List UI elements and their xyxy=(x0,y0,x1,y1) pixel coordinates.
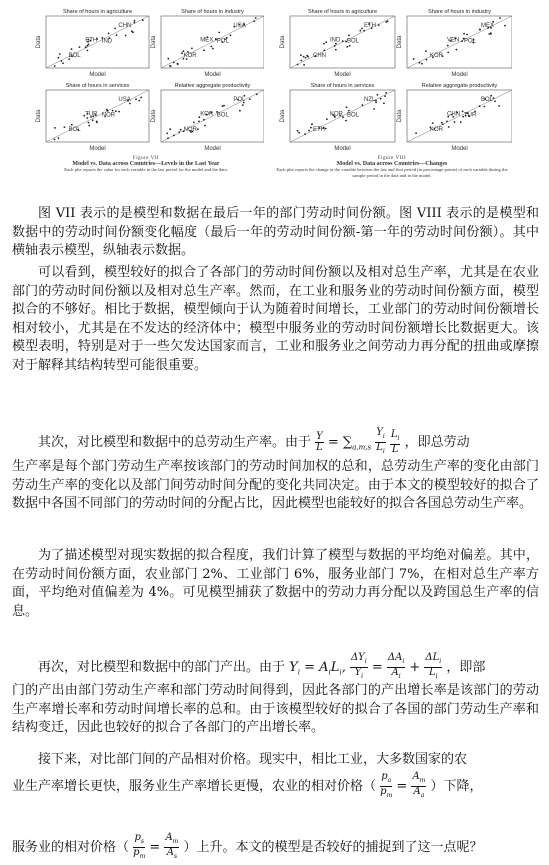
figure-8-data-point xyxy=(460,121,462,123)
figure-8-data-point xyxy=(483,106,485,108)
figure-8-data-point xyxy=(498,105,500,107)
relative-price-agriculture-line xyxy=(12,772,483,801)
figure-7-data-point xyxy=(88,122,90,124)
figure-8-point-label: KOR xyxy=(330,111,344,118)
aggregate-productivity-continuation: ，即总劳动 xyxy=(404,435,470,450)
figure-7-point-label: BOL xyxy=(68,126,81,133)
figure-7-point-label: KOR xyxy=(183,52,197,59)
figure-7-data-point xyxy=(79,46,81,48)
figure-7-data-point xyxy=(58,57,60,59)
figure-7-y-axis-label: Data xyxy=(151,109,157,123)
figure-8-data-point xyxy=(335,49,337,51)
figure-8-y-axis-label: Data xyxy=(397,35,403,49)
relative-price-services-line xyxy=(12,833,483,862)
figure-7-data-point xyxy=(142,19,144,21)
figure-7-point-label: IND xyxy=(101,38,113,45)
figure-8-data-point xyxy=(359,30,361,32)
figure-7-point-label: NOR xyxy=(101,112,116,119)
figure-7-data-point xyxy=(169,128,171,130)
figure-7-x-axis-label: Model xyxy=(204,146,221,152)
figure-7-point-label: USA xyxy=(233,23,246,30)
figure-7-x-axis-label: Model xyxy=(204,72,221,78)
figure-8-point-label: KOR xyxy=(430,126,444,133)
figure-8-panel-3 xyxy=(280,83,395,152)
figure-8-point-label: VEN xyxy=(447,37,460,44)
figure-8-data-point xyxy=(323,43,325,45)
figure-7-data-point xyxy=(169,65,171,67)
figure-8-data-point xyxy=(419,62,421,64)
figure-7-data-point xyxy=(191,48,193,50)
figure-7-data-point xyxy=(114,28,116,30)
figure-8-point-label: NZL xyxy=(364,97,376,104)
figure-8-x-axis-label: Model xyxy=(334,146,351,152)
figure-7-data-point xyxy=(222,105,224,107)
figure-8-data-point xyxy=(432,122,434,124)
aggregate-productivity-formula: $\frac{Y}{L}$ = $\sum_{a,m,s}$ $\frac{Y_i}{L_i}$ $\frac{L_i}{L}$ xyxy=(316,427,400,455)
figure-8-data-point xyxy=(345,120,347,122)
figure-8-data-point xyxy=(297,130,299,132)
figure-7-data-point xyxy=(92,119,94,121)
figure-7-caption-subtitle: Model vs. Data across Countries—Levels in the Last Year xyxy=(72,161,220,167)
figure-7-data-point xyxy=(140,97,142,99)
figure-7-data-point xyxy=(62,62,64,64)
figure-7-data-point xyxy=(198,121,200,123)
figure-8-data-point xyxy=(415,132,417,134)
figure-7-data-point xyxy=(88,125,90,127)
figure-8-data-point xyxy=(348,35,350,37)
relative-price-agriculture-text: 业生产率增长更快，服务业生产率增长更慢，农业的相对价格（ xyxy=(12,779,377,794)
figure-7-data-point xyxy=(112,110,114,112)
figure-7-data-point xyxy=(204,125,206,127)
figure-7-data-point xyxy=(203,119,205,121)
figure-7-data-point xyxy=(173,135,175,137)
figure-8-data-point xyxy=(461,40,463,42)
figure-7-data-point xyxy=(54,65,56,67)
figure-8-data-point xyxy=(310,127,312,129)
figure-8-data-point xyxy=(377,94,379,96)
figure-7-point-label: CHN xyxy=(118,23,132,30)
figure-8-data-point xyxy=(488,33,490,35)
figure-8-panel-1 xyxy=(280,9,395,78)
figure-8-data-point xyxy=(362,104,364,106)
figure-7-data-point xyxy=(173,62,175,64)
figure-7-caption-title: Figure VII xyxy=(132,156,160,161)
figure-8-data-point xyxy=(363,30,365,32)
figure-7-data-point xyxy=(115,110,117,112)
figure-8-data-point xyxy=(346,106,348,108)
figure-8-data-point xyxy=(375,101,377,103)
figure-8-data-point xyxy=(387,20,389,22)
agriculture-price-formula: $\frac{p_a}{p_m}$ = $\frac{A_m}{A_a}$ xyxy=(380,771,426,799)
figure-7-y-axis-label: Data xyxy=(36,109,42,123)
figure-8-point-label: CHN xyxy=(447,111,460,118)
figure-7-plots xyxy=(28,6,264,156)
figure-8 xyxy=(272,6,512,178)
figure-8-data-point xyxy=(300,54,302,56)
figure-8-panel-2 xyxy=(397,9,512,78)
figure-7-point-label: MEX xyxy=(200,37,214,44)
relative-price-services-end: ）上升。本文的模型是否较好的捕捉到了这一点呢？ xyxy=(183,840,483,855)
services-price-formula: $\frac{p_s}{p_m}$ = $\frac{A_m}{A_s}$ xyxy=(133,832,179,860)
figure-8-data-point xyxy=(349,45,351,47)
paragraph-mean-absolute-deviation: 为了描述模型对现实数据的拟合程度，我们计算了模型与数据的平均绝对偏差。其中，在劳动时间份额方面，农业部门 2%、工业部门 6%，服务业部门 7%，在相对总生产率方面，平均绝对值偏差为 4%。可见模型捕获了数据中的劳动力再分配以及跨国总生产率的信息。 xyxy=(12,548,539,619)
figure-8-data-point xyxy=(325,41,327,43)
figure-8-plots xyxy=(272,6,512,156)
paragraph-sectoral-output: 门的产出由部门劳动生产率和部门劳动时间得到，因此各部门的产出增长率是该部门的劳动生产率增长率和劳动时间增长率的总和。由于该模型较好的拟合了各国的部门劳动生产率和结构变迁，因此也较好的拟合了各部门的产出增长率。 xyxy=(12,683,539,736)
figure-7-data-point xyxy=(212,48,214,50)
figure-8-data-point xyxy=(426,59,428,61)
figure-8-caption-subtitle: Model vs. Data across Countries—Changes xyxy=(336,161,448,167)
figure-8-caption-description: Each plot reports the change in the variable between the last and first period (in percentage points) of each variable during the sample period in the data and in the model. xyxy=(276,167,508,178)
figure-8-point-label: BOL xyxy=(481,97,494,104)
figure-8-panel-4 xyxy=(397,83,512,152)
figure-7-data-point xyxy=(242,104,244,106)
figure-8-point-label: TUR xyxy=(464,112,477,119)
sectoral-output-line xyxy=(38,653,485,682)
figure-7-point-label: ETH xyxy=(85,37,98,44)
figure-8-x-axis-label: Model xyxy=(451,72,468,78)
figure-8-data-point xyxy=(346,46,348,48)
figure-8-data-point xyxy=(304,133,306,135)
figure-8-x-axis-label: Model xyxy=(334,72,351,78)
figure-8-data-point xyxy=(325,128,327,130)
figure-7-data-point xyxy=(166,133,168,135)
figure-8-data-point xyxy=(348,110,350,112)
figure-8-point-label: BOL xyxy=(347,38,360,45)
figure-7-panel-title: Share of hours in services xyxy=(65,83,130,89)
figure-7-caption xyxy=(28,156,264,173)
figure-7-data-point xyxy=(71,48,73,50)
sectoral-output-continuation: ，即部 xyxy=(446,660,486,675)
relative-price-intro-line: 接下来，对比部门间的产品相对价格。现实中，相比工业，大多数国家的农 xyxy=(38,752,468,767)
figure-8-data-point xyxy=(334,45,336,47)
figure-7-data-point xyxy=(106,109,108,111)
figure-7-data-point xyxy=(177,63,179,65)
figure-8-data-point xyxy=(373,108,375,110)
figure-8-point-label: MEX xyxy=(481,23,495,30)
figure-8-panel-title: Relative aggregate productivity xyxy=(421,83,498,89)
figure-7-point-label: KOR xyxy=(200,111,214,118)
figure-8-point-label: IND xyxy=(330,37,341,44)
figure-8-x-axis-label: Model xyxy=(451,146,468,152)
figure-8-data-point xyxy=(298,132,300,134)
figure-8-data-point xyxy=(447,45,449,47)
figure-7-panel-title: Share of hours in industry xyxy=(181,9,244,15)
paragraph-figure-description: 图 VII 表示的是模型和数据在最后一年的部门劳动时间份额。图 VIII 表示的是模型和数据中的劳动时间份额变化幅度（最后一年的劳动时间份额-第一年的劳动时间份额）。其中横轴表示模型，纵轴表示数据。 xyxy=(12,206,539,259)
figure-7-data-point xyxy=(210,46,212,48)
figure-8-panel-title: Share of hours in industry xyxy=(428,9,491,15)
figure-8-data-point xyxy=(342,40,344,42)
figure-7-y-axis-label: Data xyxy=(151,35,157,49)
figure-8-data-point xyxy=(448,126,450,128)
figure-7-data-point xyxy=(203,49,205,51)
figure-7-data-point xyxy=(61,60,63,62)
figure-8-data-point xyxy=(323,50,325,52)
figure-8-data-point xyxy=(479,105,481,107)
figure-7-data-point xyxy=(96,122,98,124)
figure-7-point-label: BOL xyxy=(68,52,81,59)
figure-7-point-label: NOR xyxy=(183,126,197,133)
figure-7-data-point xyxy=(85,46,87,48)
figure-7-caption-description: Each plot reports the value for each variable in the last period for the model and the data. xyxy=(64,167,228,172)
aggregate-productivity-intro: 其次，对比模型和数据中的总劳动生产率。由于 xyxy=(38,435,312,450)
figure-7-data-point xyxy=(255,17,257,19)
figure-8-point-label: CHN xyxy=(313,52,326,59)
figure-7-panel-title: Relative aggregate productivity xyxy=(174,83,251,89)
figure-7-data-point xyxy=(239,110,241,112)
figure-7-data-point xyxy=(134,22,136,24)
figure-7-data-point xyxy=(87,50,89,52)
figure-7-data-point xyxy=(253,20,255,22)
figure-7-y-axis-label: Data xyxy=(36,35,42,49)
figure-8-data-point xyxy=(446,121,448,123)
figure-8-data-point xyxy=(442,123,444,125)
relative-price-agriculture-end: ）下降， xyxy=(430,779,483,794)
figure-7-data-point xyxy=(197,128,199,130)
figure-8-panel-title: Share of hours in services xyxy=(310,83,375,89)
paragraph-fit-discussion: 可以看到，模型较好的拟合了各部门的劳动时间份额以及相对总生产率，尤其是在农业部门的劳动时间份额以及相对总生产率。然而，在工业和服务业的劳动时间份额方面，模型拟合的不够好。相比于数据，模型倾向于认为随着时间增长，工业部门的劳动时间份额增长相对较小，尤其是在不发达的经济体中；模型中服务业的劳动时间份额增长比数据更大。该模型表明，特别是对于一些欠发达国家而言，工业和服务业之间劳动力再分配的扭曲或摩擦对于解释其结构转型可能很重要。 xyxy=(12,265,539,373)
figure-7-data-point xyxy=(180,129,182,131)
figure-8-data-point xyxy=(463,33,465,35)
figure-7-data-point xyxy=(108,33,110,35)
figure-8-data-point xyxy=(466,34,468,36)
figure-7-data-point xyxy=(223,105,225,107)
figure-7-x-axis-label: Model xyxy=(89,72,106,78)
figure-8-panel-title: Share of hours in agriculture xyxy=(307,9,378,15)
figure-7-data-point xyxy=(135,98,137,100)
sectoral-output-formula: $Y_i = A_iL_i$, $\frac{\Delta Y_i}{Y_i}$ = $\frac{\Delta A_i}{A_i}$ + $\frac{\Delta L_i}{L_i}$ xyxy=(289,652,442,680)
figure-7-data-point xyxy=(125,35,127,37)
figure-8-data-point xyxy=(305,57,307,59)
figure-7-data-point xyxy=(54,139,56,141)
figure-7-data-point xyxy=(88,44,90,46)
figure-8-data-point xyxy=(383,102,385,104)
figure-7-panel-3 xyxy=(36,83,149,152)
figure-7-point-label: USA xyxy=(118,97,131,104)
sectoral-output-intro: 再次，对比模型和数据中的部门产出。由于 xyxy=(38,660,286,675)
paragraph-aggregate-productivity: 生产率是每个部门劳动生产率按该部门的劳动时间加权的总和，总劳动生产率的变化由部门劳动生产率的变化以及部门间劳动时间分配的变化共同决定。由于本文的模型较好的拟合了数据中各国不同部门的劳动时间的分配占比，因此模型也能较好的拟合各国总劳动生产率。 xyxy=(12,459,539,512)
figure-7-data-point xyxy=(118,111,120,113)
figure-8-point-label: BOL xyxy=(347,112,360,119)
figure-8-point-label: ETH xyxy=(364,23,376,30)
figure-7-panel-2 xyxy=(151,9,264,78)
relative-price-services-text: 服务业的相对价格（ xyxy=(12,840,130,855)
figure-7-data-point xyxy=(134,20,136,22)
figure-8-45-degree-line xyxy=(407,16,512,68)
figure-7-panel-title: Share of hours in agriculture xyxy=(62,9,133,15)
figure-7-x-axis-label: Model xyxy=(89,146,106,152)
figure-7-data-point xyxy=(167,58,169,60)
figure-7-data-point xyxy=(230,35,232,37)
figure-7-data-point xyxy=(59,53,61,55)
figure-7-point-label: POL xyxy=(233,97,246,104)
figure-7-data-point xyxy=(58,137,60,139)
figure-7-data-point xyxy=(249,98,251,100)
figure-8-data-point xyxy=(361,28,363,30)
figure-8-data-point xyxy=(504,25,506,27)
figure-8-data-point xyxy=(326,118,328,120)
figure-8-point-label: KOR xyxy=(430,52,444,59)
figure-8-data-point xyxy=(490,33,492,35)
figure-8-data-point xyxy=(303,56,305,58)
figure-8-data-point xyxy=(425,50,427,52)
figure-8-data-point xyxy=(300,60,302,62)
figure-8-point-label: ETH xyxy=(313,126,325,133)
figure-8-data-point xyxy=(413,58,415,60)
figure-8-y-axis-label: Data xyxy=(397,109,403,123)
figure-8-data-point xyxy=(385,92,387,94)
figure-8-data-point xyxy=(384,95,386,97)
figure-7-data-point xyxy=(131,30,133,32)
figure-8-data-point xyxy=(311,124,313,126)
figure-7-data-point xyxy=(64,126,66,128)
figure-7-data-point xyxy=(71,124,73,126)
figure-8-data-point xyxy=(447,52,449,54)
figure-8-data-point xyxy=(499,17,501,19)
figure-8-y-axis-label: Data xyxy=(280,35,286,49)
figure-8-point-label: POL xyxy=(464,38,477,45)
aggregate-productivity-line xyxy=(38,428,470,457)
figure-7-point-label: BOL xyxy=(216,112,229,119)
figure-7-point-label: POL xyxy=(216,38,229,45)
figure-8-data-point xyxy=(303,64,305,66)
figure-7-data-point xyxy=(256,93,258,95)
figure-7-data-point xyxy=(218,32,220,34)
figure-8-data-point xyxy=(456,49,458,51)
figure-7-panel-1 xyxy=(36,9,149,78)
figure-8-data-point xyxy=(454,121,456,123)
figure-8-data-point xyxy=(306,55,308,57)
figure-8-data-point xyxy=(297,64,299,66)
figure-8-data-point xyxy=(308,130,310,132)
figure-8-data-point xyxy=(494,100,496,102)
figure-7-data-point xyxy=(193,122,195,124)
figure-7 xyxy=(28,6,264,172)
figure-7-data-point xyxy=(167,137,169,139)
figure-7-data-point xyxy=(54,127,56,129)
figure-8-y-axis-label: Data xyxy=(280,109,286,123)
figure-7-data-point xyxy=(178,131,180,133)
figure-8-data-point xyxy=(441,122,443,124)
figure-7-point-label: TUR xyxy=(85,111,98,118)
figure-7-panel-4 xyxy=(151,83,264,152)
figure-8-data-point xyxy=(378,24,380,26)
figure-8-caption xyxy=(272,156,512,178)
figure-7-data-point xyxy=(138,100,140,102)
figure-7-data-point xyxy=(116,34,118,36)
figure-8-data-point xyxy=(380,98,382,100)
figure-8-caption-title: Figure VIII xyxy=(377,156,407,161)
figure-8-data-point xyxy=(421,63,423,65)
